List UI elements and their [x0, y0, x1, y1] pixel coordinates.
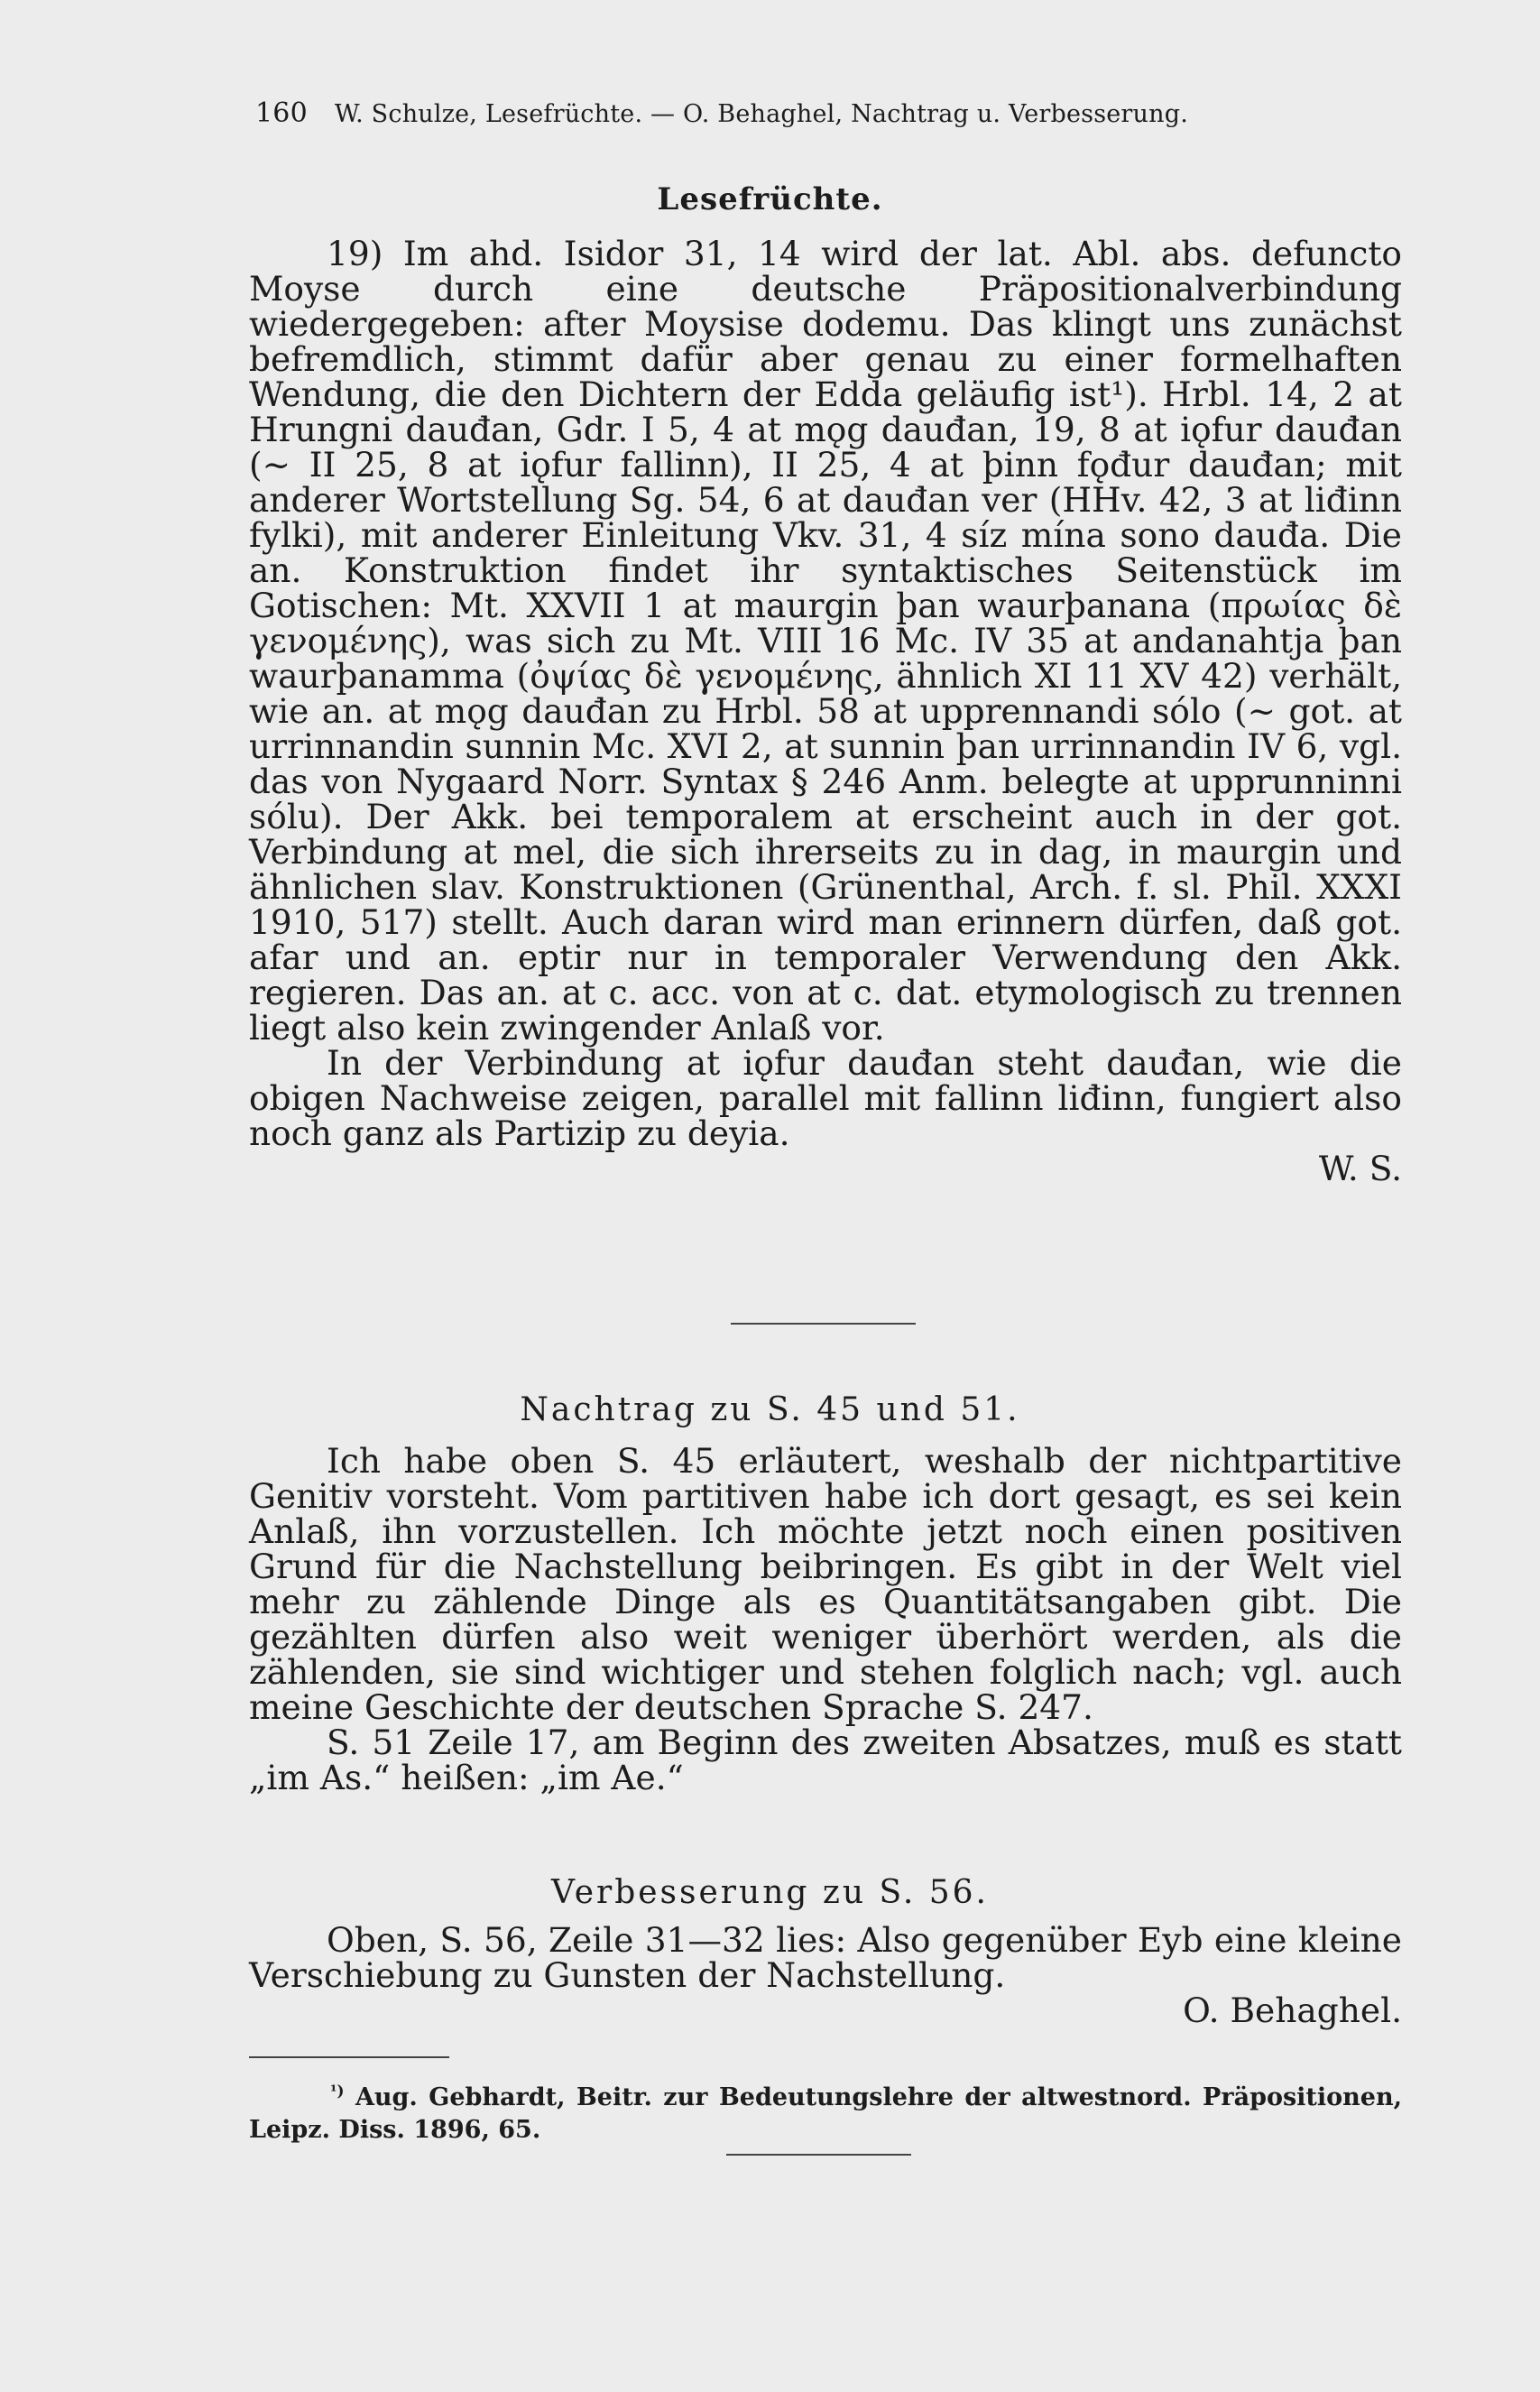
footnote-marker: ¹): [330, 2083, 345, 2101]
running-title: W. Schulze, Lesefrüchte. — O. Behaghel, Nachtrag u. Verbesserung.: [334, 100, 1188, 128]
footnote-text: Aug. Gebhardt, Beitr. zur Bedeutungslehre der altwestnord. Präpositionen, Leipz. Diss. 1896, 65.: [249, 2083, 1402, 2144]
signature: W. S.: [1318, 1149, 1402, 1188]
section-title-nachtrag: Nachtrag zu S. 45 und 51.: [520, 1391, 1020, 1428]
section-title-lesefruechte: Lesefrüchte.: [657, 181, 883, 217]
paragraph: Ich habe oben S. 45 erläutert, weshalb der nichtpartitive Genitiv vorsteht. Vom partitiven habe ich dort gesagt, es sei kein Anlaß, ihn vorzustellen. Ich möchte jetzt noch einen positiven Grund für die Nachstellung beibringen. Es gibt in der Welt viel mehr zu zählende Dinge als es Quantitätsangaben gibt. Die gezählten dürfen also weit weniger überhört werden, als die zählenden, sie sind wichtiger und stehen folglich nach; vgl. auch meine Geschichte der deutschen Sprache S. 247.: [249, 1441, 1402, 1727]
paragraph: In der Verbindung at iǫfur dauđan steht dauđan, wie die obigen Nachweise zeigen, parallel mit fallinn liđinn, fungiert also noch ganz als Partizip zu deyia.: [249, 1043, 1402, 1153]
section-verbesserung: [249, 1920, 1402, 2030]
paragraph: S. 51 Zeile 17, am Beginn des zweiten Absatzes, muß es statt „im As.“ heißen: „im Ae.“: [249, 1722, 1402, 1797]
section-divider: [731, 1323, 916, 1325]
section-lesefruechte: [249, 236, 1402, 1187]
page-number: 160: [255, 97, 308, 129]
running-header: [255, 97, 1320, 129]
footnote-divider: [249, 2056, 449, 2058]
section-nachtrag: [249, 1441, 1402, 1797]
paragraph: 19) Im ahd. Isidor 31, 14 wird der lat. Abl. abs. defuncto Moyse durch eine deutsche Präpositionalverbindung wiedergegeben: after Moysise dodemu. Das klingt uns zunächst befremdlich, stimmt dafür aber genau zu einer formelhaften Wendung, die den Dichtern der Edda geläufig ist¹). Hrbl. 14, 2 at Hrungni dauđan, Gdr. I 5, 4 at mǫg dauđan, 19, 8 at iǫfur dauđan (~ II 25, 8 at iǫfur fallinn), II 25, 4 at þinn fǫđur dauđan; mit anderer Wortstellung Sg. 54, 6 at dauđan ver (HHv. 42, 3 at liđinn fylki), mit anderer Einleitung Vkv. 31, 4 síz mína sono dauđa. Die an. Konstruktion findet ihr syntaktisches Seitenstück im Gotischen: Mt. XXVII 1 at maurgin þan waurþanana (πρωίας δὲ γενομένης), was sich zu Mt. VIII 16 Mc. IV 35 at andanahtja þan waurþanamma (ὀψίας δὲ γενομένης, ähnlich XI 11 XV 42) verhält, wie an. at mǫg dauđan zu Hrbl. 58 at upprennandi sólo (~ got. at urrinnandin sunnin Mc. XVI 2, at sunnin þan urrinnandin IV 6, vgl. das von Nygaard Norr. Syntax § 246 Anm. belegte at upprunninni sólu). Der Akk. bei temporalem at erscheint auch in der got. Verbindung at mel, die sich ihrerseits zu in dag, in maurgin und ähnlichen slav. Konstruktionen (Grünenthal, Arch. f. sl. Phil. XXXI 1910, 517) stellt. Auch daran wird man erinnern dürfen, daß got. afar und an. eptir nur in temporaler Verwendung den Akk. regieren. Das an. at c. acc. von at c. dat. etymologisch zu trennen liegt also kein zwingender Anlaß vor.: [249, 234, 1402, 1048]
signature: O. Behaghel.: [1183, 1990, 1402, 2030]
end-divider: [726, 2154, 911, 2156]
section-title-verbesserung: Verbesserung zu S. 56.: [551, 1874, 989, 1911]
footnote: [249, 2075, 1402, 2147]
paragraph: Oben, S. 56, Zeile 31—32 lies: Also gegenüber Eyb eine kleine Verschiebung zu Gunsten der Nachstellung.: [249, 1920, 1402, 1995]
